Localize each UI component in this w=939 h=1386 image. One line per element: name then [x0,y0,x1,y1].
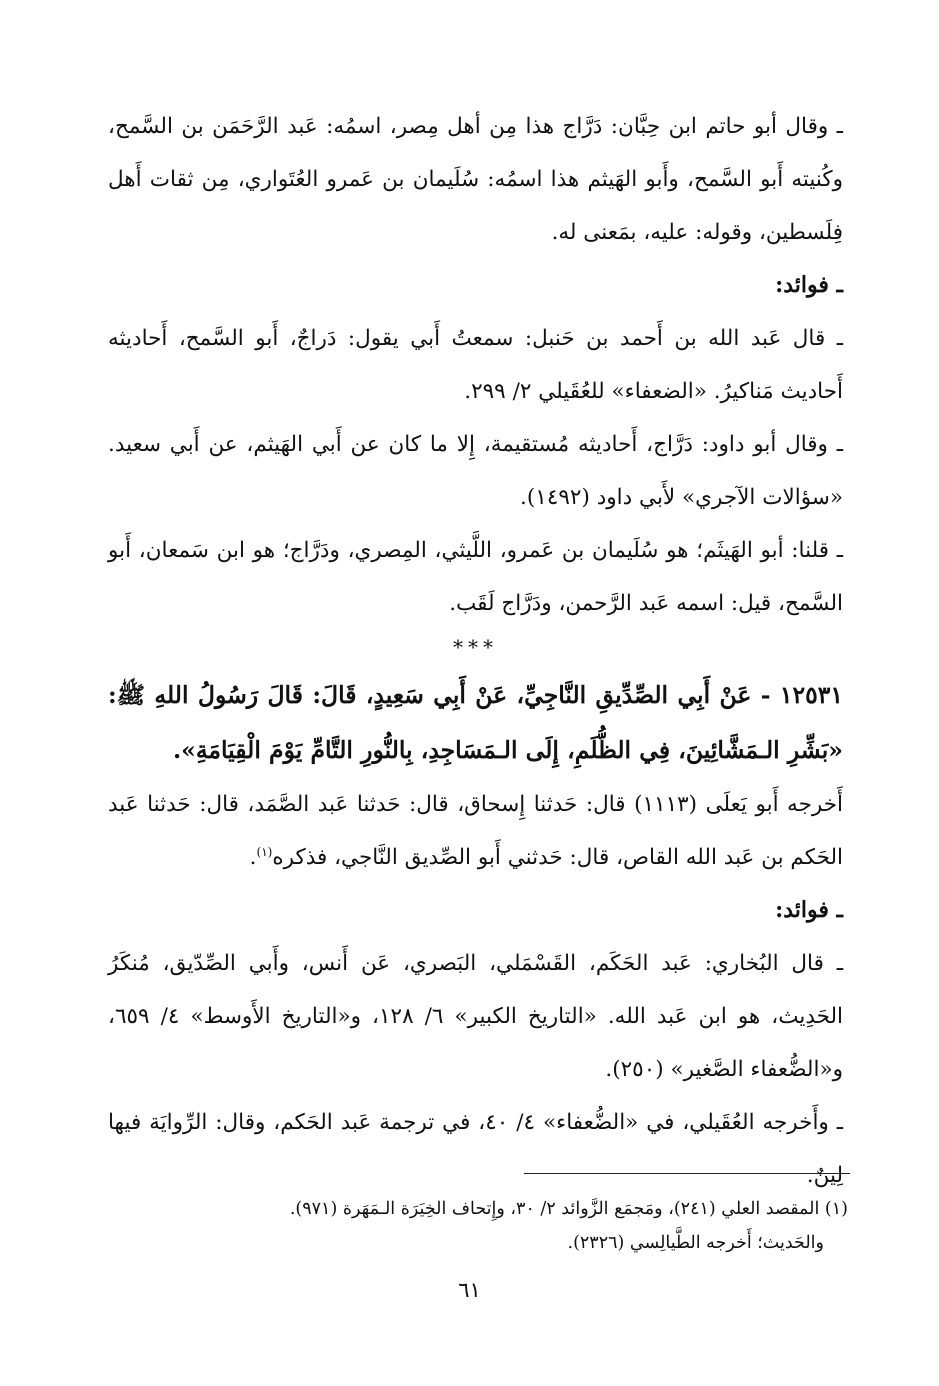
footnote-marker[interactable]: (١) [256,844,273,859]
isnad-text: أَخرجه أَبو يَعلَى (١١١٣) قال: حَدثنا إِسحاق، قال: حَدثنا عَبد الصَّمَد، قال: حَدثنا عَبد الحَكم بن عَبد الله القاص، قال: حَدثني أَبو الصِّديق النَّاجي، فذكره [108,792,844,870]
paragraph-editors-note: ـ قلنا: أبو الهَيثَم؛ هو سُلَيمان بن عَمرو، اللَّيثي، المِصري، ودَرَّاج؛ هو ابن سَمعان، أَبو السَّمح، قيل: اسمه عَبد الرَّحمن، ودَرَّاج لَقَب. [108,538,843,616]
paragraph-uqayli: ـ وأَخرجه العُقَيلي، في «الضُّعفاء» ٤/ ٤٠، في ترجمة عَبد الحَكم، وقال: الرِّوايَة فيها لِينٌ. [108,1110,843,1188]
paragraph-bukhari: ـ قال البُخاري: عَبد الحَكَم، القَسْمَلي، البَصري، عَن أَنس، وأَبي الصِّدّيق، مُنكَرُ الحَدِيث، هو ابن عَبد الله. «التاريخ الكبير» ٦/ ١٢٨، و«التاريخ الأَوسط» ٤/ ٦٥٩، و«الضُّعفاء الصَّغير» (٢٥٠). [108,951,844,1082]
hadith-12531-text: ١٢٥٣١ - عَنْ أَبِي الصِّدِّيقِ النَّاجِيِّ، عَنْ أَبِي سَعِيدٍ، قَالَ: قَالَ رَسُولُ اللهِ ﷺ: «بَشِّرِ الـمَشَّائِينَ، فِي الظُّلَمِ، إِلَى الـمَسَاجِدِ، بِالنُّورِ التَّامِّ يَوْمَ الْقِيَامَةِ». [108,681,843,764]
footnote-1-continued: والحَديث؛ أَخرجه الطَّيالِسي (٢٣٢٦). [567,1233,824,1253]
paragraph-abu-yala-isnad [108,778,843,884]
page-number: ٦١ [458,1278,481,1302]
paragraph-abu-dawud: ـ وقال أبو داود: دَرَّاج، أَحاديثه مُستقيمة، إِلا ما كان عن أَبي الهَيثم، عن أَبي سعيد. «سؤالات الآجري» لأَبي داود (١٤٩٢). [108,432,843,510]
footnote-divider [524,1173,850,1174]
section-separator: *** [453,635,498,659]
benefits-heading-1: ـ فوائد: [775,272,843,298]
main-text [108,100,843,1202]
footnotes [108,1192,848,1260]
footnote-1: (١) المقصد العلي (٢٤١)، ومَجمَع الزَّوائد ٢/ ٣٠، وإِتحاف الخِيَرَة الـمَهَرة (٩٧١). [289,1199,848,1219]
paragraph-ahmad-bin-hanbal: ـ قال عَبد الله بن أَحمد بن حَنبل: سمعتُ أَبي يقول: دَراجٌ، أَبو السَّمح، أَحاديثه أَحاديث مَناكيرُ. «الضعفاء» للعُقَيلي ٢/ ٢٩٩. [108,326,843,404]
isnad-end: . [249,845,257,870]
paragraph-ibn-hibban: ـ وقال أبو حاتم ابن حِبَّان: دَرَّاج هذا مِن أهل مِصر، اسمُه: عَبد الرَّحَمَن بن السَّمح، وكُنيته أَبو السَّمح، وأَبو الهَيثم هذا اسمُه: سُلَيمان بن عَمرو العُتَواري، مِن ثقات أَهل فِلَسطين، وقوله: عليه، بمَعنى له. [108,114,843,245]
benefits-heading-2: ـ فوائد: [775,897,843,923]
